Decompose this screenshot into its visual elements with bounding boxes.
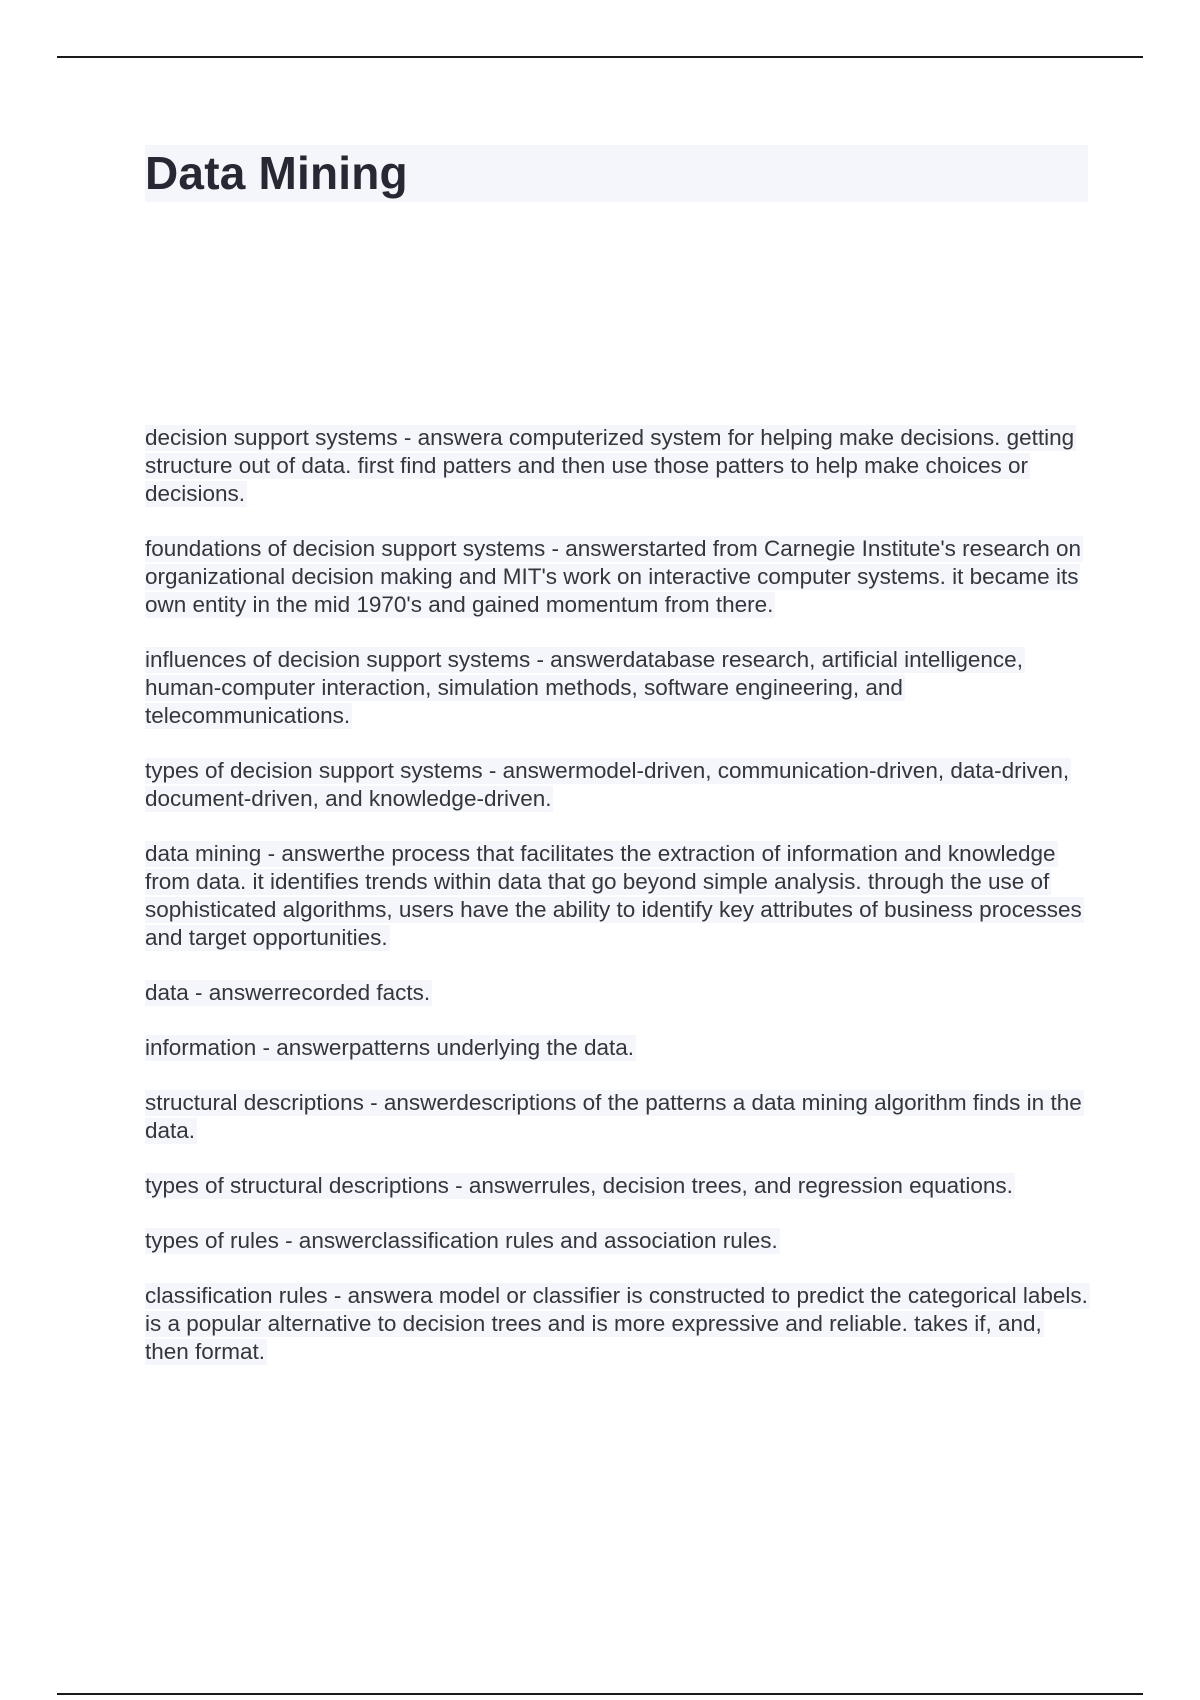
- top-rule: [57, 56, 1143, 58]
- flashcard-text: classification rules - answera model or classifier is constructed to predict the categorical labels. is a popular alternative to decision trees and is more expressive and reliable. takes if, and, then format.: [145, 1283, 1088, 1364]
- flashcard-entry: [145, 840, 1090, 952]
- bottom-rule: [57, 1693, 1143, 1695]
- document-title: Data Mining: [145, 147, 408, 199]
- flashcard-entry: [145, 535, 1090, 619]
- flashcard-list: [145, 424, 1090, 1393]
- flashcard-text: foundations of decision support systems - answerstarted from Carnegie Institute's research on organizational decision making and MIT's work on interactive computer systems. it became its own entity in the mid 1970's and gained momentum from there.: [145, 536, 1082, 617]
- flashcard-text: decision support systems - answera computerized system for helping make decisions. getting structure out of data. first find patters and then use those patters to help make choices or decisions.: [145, 425, 1075, 506]
- flashcard-text: structural descriptions - answerdescriptions of the patterns a data mining algorithm finds in the data.: [145, 1090, 1082, 1143]
- flashcard-text: types of rules - answerclassification rules and association rules.: [145, 1228, 778, 1253]
- flashcard-entry: [145, 979, 1090, 1007]
- flashcard-entry: [145, 1227, 1090, 1255]
- flashcard-entry: [145, 424, 1090, 508]
- flashcard-entry: [145, 1089, 1090, 1145]
- flashcard-text: types of decision support systems - answermodel-driven, communication-driven, data-driven, document-driven, and knowledge-driven.: [145, 758, 1070, 811]
- flashcard-entry: [145, 1282, 1090, 1366]
- flashcard-text: information - answerpatterns underlying the data.: [145, 1035, 635, 1060]
- flashcard-entry: [145, 1034, 1090, 1062]
- flashcard-text: influences of decision support systems - answerdatabase research, artificial intelligence, human-computer interaction, simulation methods, software engineering, and telecommunications.: [145, 647, 1023, 728]
- flashcard-text: data mining - answerthe process that facilitates the extraction of information and knowledge from data. it identifies trends within data that go beyond simple analysis. through the use of sophisticated algorithms, users have the ability to identify key attributes of business processes and target opportunities.: [145, 841, 1082, 950]
- flashcard-text: types of structural descriptions - answerrules, decision trees, and regression equations.: [145, 1173, 1013, 1198]
- flashcard-entry: [145, 757, 1090, 813]
- flashcard-entry: [145, 1172, 1090, 1200]
- flashcard-text: data - answerrecorded facts.: [145, 980, 431, 1005]
- flashcard-entry: [145, 646, 1090, 730]
